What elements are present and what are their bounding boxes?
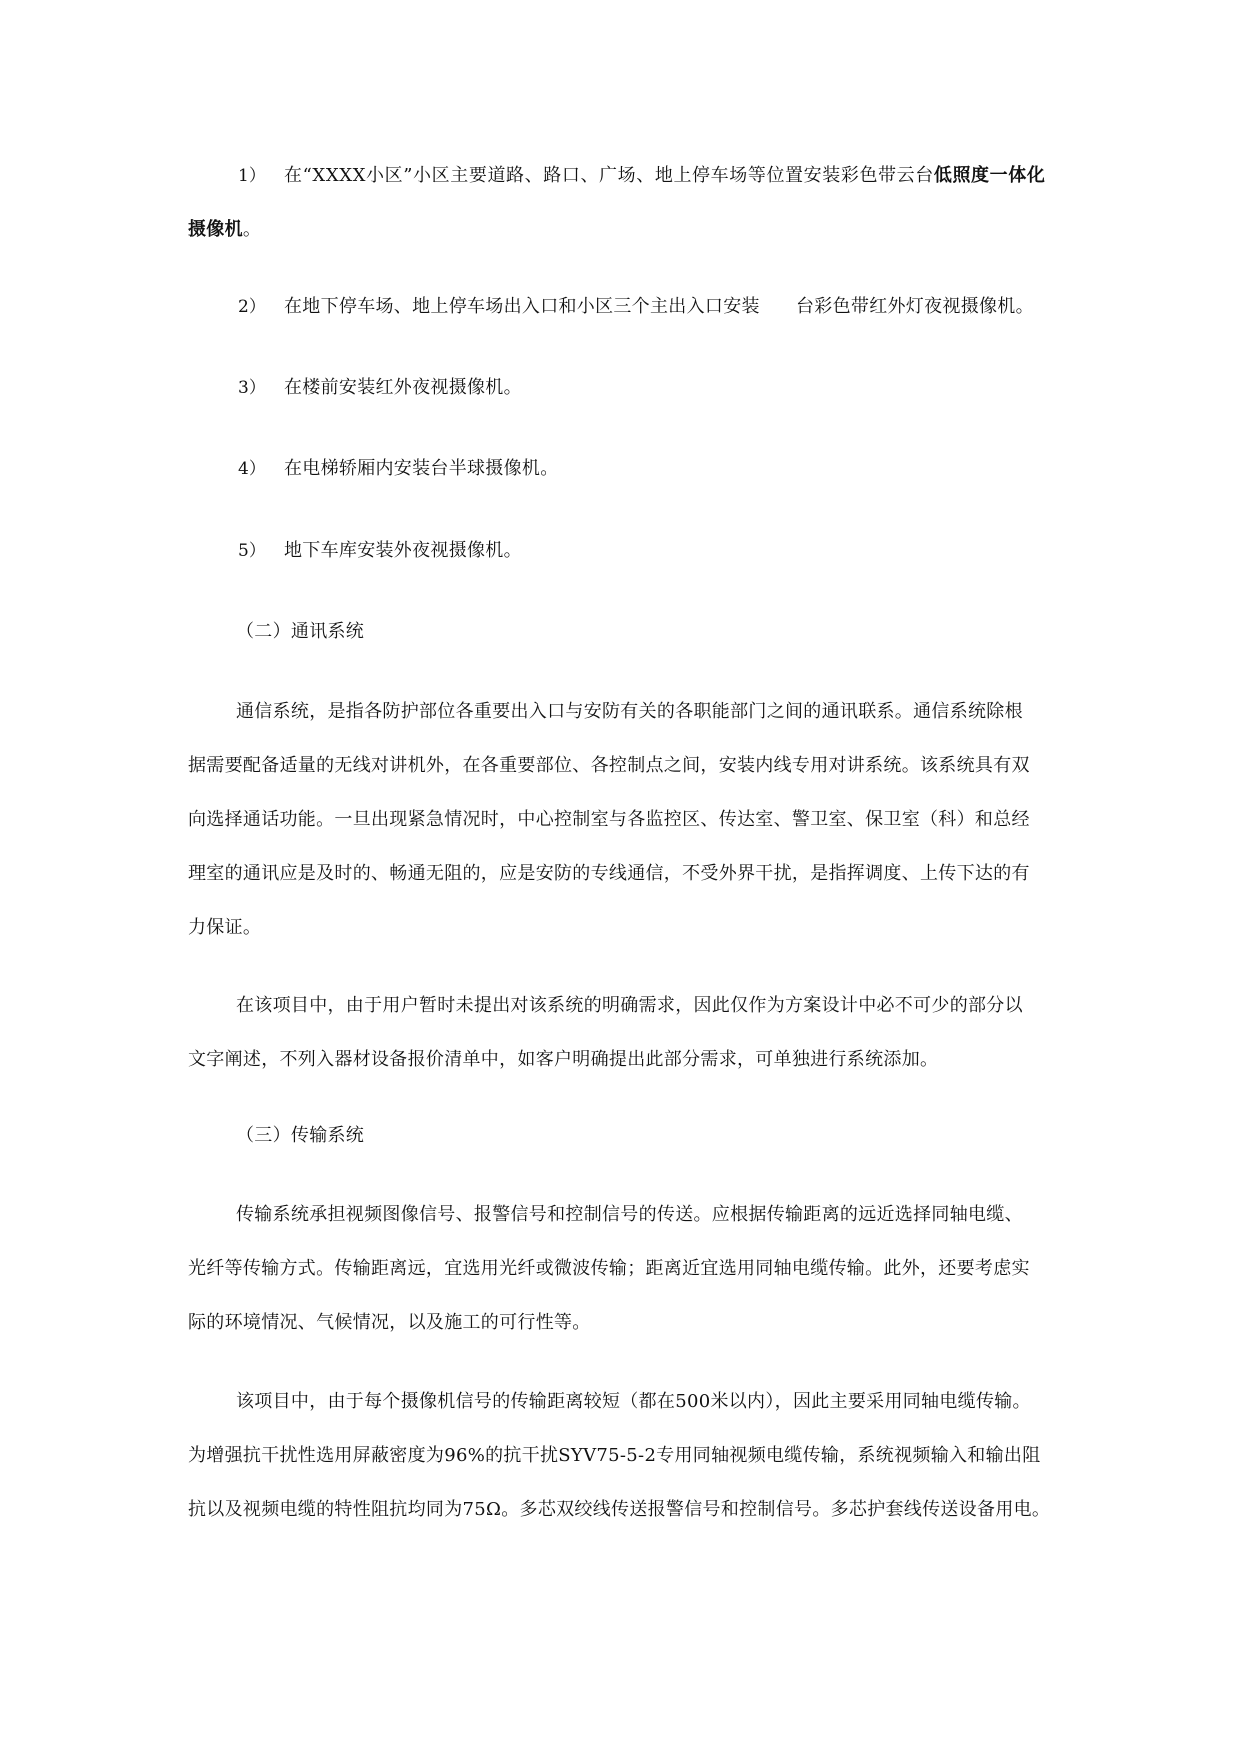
list-number: 5） bbox=[238, 541, 266, 561]
paragraph-line: 传输系统承担视频图像信号、报警信号和控制信号的传送。应根据传输距离的远近选择同轴电缆、 bbox=[236, 1204, 1023, 1225]
paragraph-line: 通信系统，是指各防护部位各重要出入口与安防有关的各职能部门之间的通讯联系。通信系统除根 bbox=[236, 701, 1023, 722]
paragraph-line: 际的环境情况、气候情况，以及施工的可行性等。 bbox=[188, 1312, 591, 1333]
list-item-emphasis: 低照度一体化 bbox=[933, 165, 1046, 186]
paragraph-line: 力保证。 bbox=[188, 917, 262, 938]
paragraph-line: 为增强抗干扰性选用屏蔽密度为96%的抗干扰SYV75-5-2专用同轴视频电缆传输，系统视频输入和输出阻 bbox=[188, 1445, 1041, 1466]
paragraph-line: 光纤等传输方式。传输距离远，宜选用光纤或微波传输；距离近宜选用同轴电缆传输。此外，还要考虑实 bbox=[188, 1258, 1030, 1279]
paragraph-line: 理室的通讯应是及时的、畅通无阻的，应是安防的专线通信，不受外界干扰，是指挥调度、上传下达的有 bbox=[188, 863, 1030, 884]
list-item-text bbox=[284, 164, 1045, 188]
list-item-text-continued bbox=[188, 218, 261, 242]
list-item-text: 台彩色带红外灯夜视摄像机。 bbox=[796, 296, 1034, 317]
paragraph-line: 文字阐述，不列入器材设备报价清单中，如客户明确提出此部分需求，可单独进行系统添加。 bbox=[188, 1049, 939, 1070]
list-item-text-part: 。 bbox=[242, 219, 262, 240]
list-number: 4） bbox=[238, 459, 266, 479]
paragraph-line: 在该项目中，由于用户暂时未提出对该系统的明确需求，因此仅作为方案设计中必不可少的部分以 bbox=[236, 995, 1023, 1016]
paragraph-line: 据需要配备适量的无线对讲机外，在各重要部位、各控制点之间，安装内线专用对讲系统。该系统具有双 bbox=[188, 755, 1030, 776]
paragraph-line: 抗以及视频电缆的特性阻抗均同为75Ω。多芯双绞线传送报警信号和控制信号。多芯护套线传送设备用电。 bbox=[188, 1499, 1051, 1520]
list-item-text: 在电梯轿厢内安装台半球摄像机。 bbox=[284, 458, 559, 479]
paragraph-line: 向选择通话功能。一旦出现紧急情况时，中心控制室与各监控区、传达室、警卫室、保卫室（科）和总经 bbox=[188, 809, 1030, 830]
list-item-text: 在楼前安装红外夜视摄像机。 bbox=[284, 377, 522, 398]
paragraph-line: 该项目中，由于每个摄像机信号的传输距离较短（都在500米以内），因此主要采用同轴电缆传输。 bbox=[236, 1391, 1031, 1412]
list-number: 1） bbox=[238, 166, 266, 186]
section-heading: （二）通讯系统 bbox=[236, 621, 365, 642]
list-number: 3） bbox=[238, 378, 266, 398]
list-number: 2） bbox=[238, 297, 266, 317]
list-item-text-part: 在“XXXX小区”小区主要道路、路口、广场、地上停车场等位置安装彩色带云台 bbox=[284, 165, 934, 186]
list-item-emphasis: 摄像机 bbox=[188, 219, 243, 240]
list-item-text: 地下车库安装外夜视摄像机。 bbox=[284, 540, 522, 561]
section-heading: （三）传输系统 bbox=[236, 1125, 365, 1146]
list-item-text: 在地下停车场、地上停车场出入口和小区三个主出入口安装 bbox=[284, 296, 760, 317]
